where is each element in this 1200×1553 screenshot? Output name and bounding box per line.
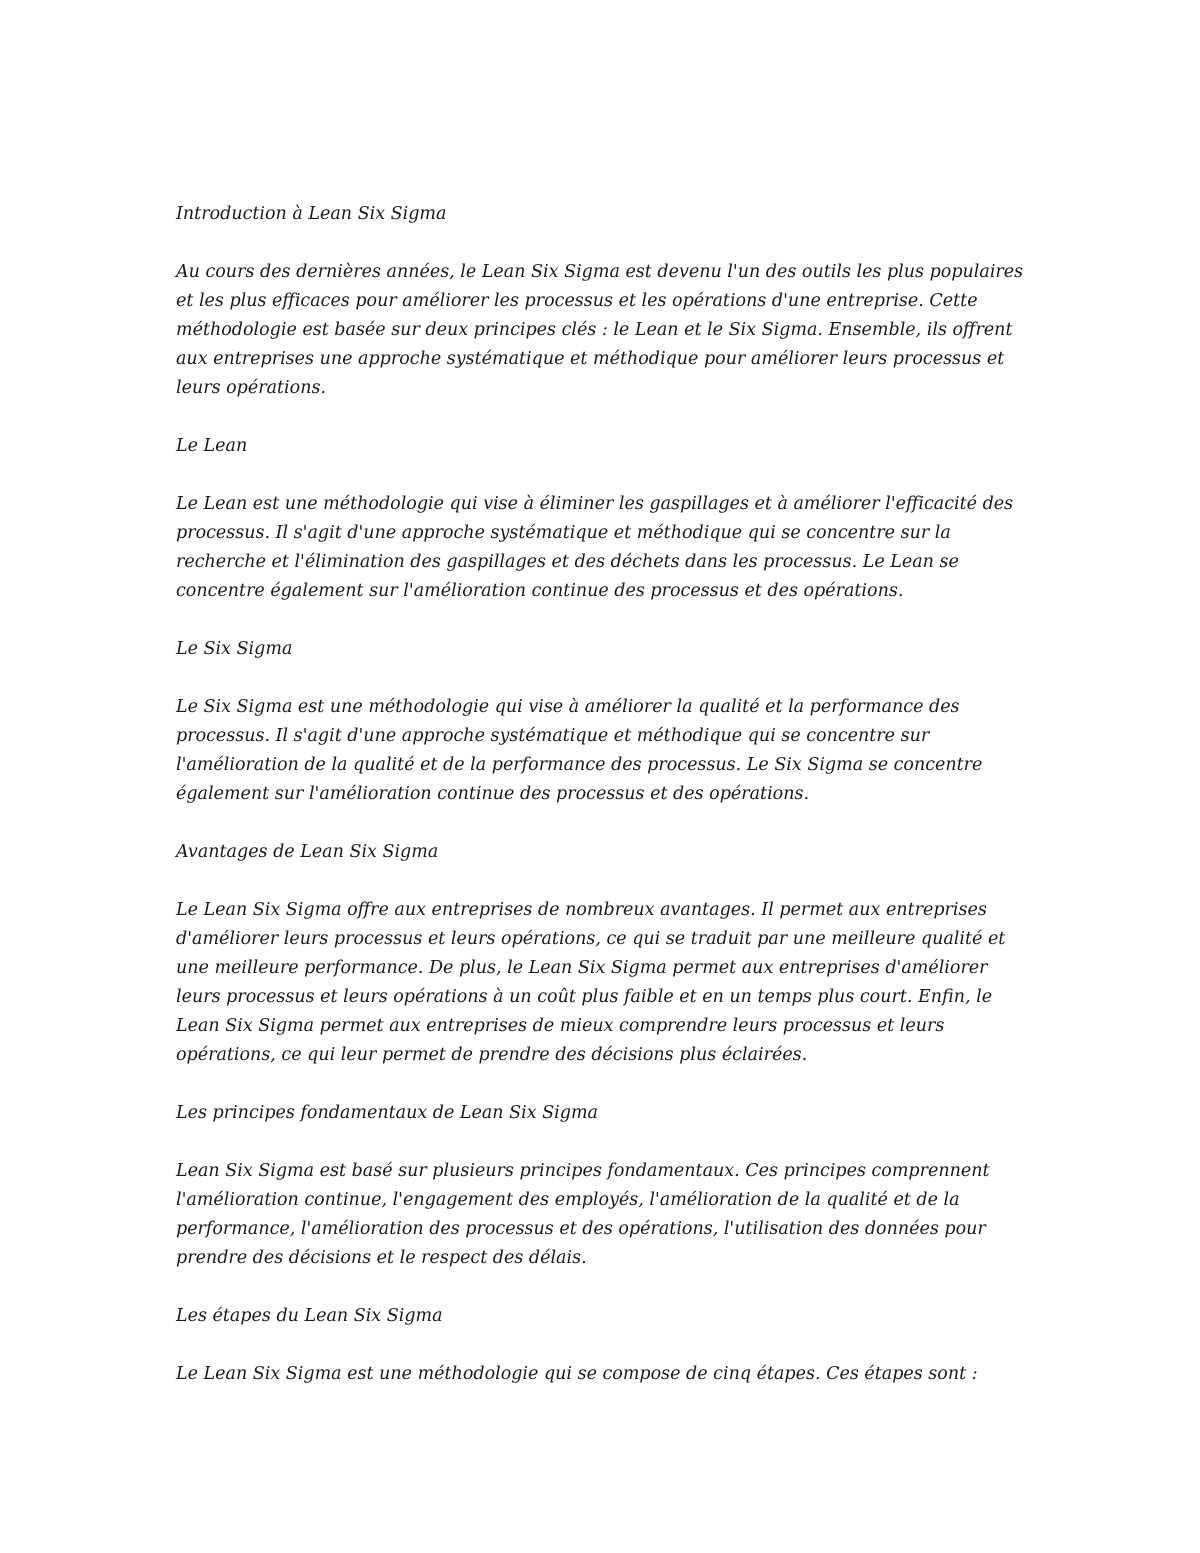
paragraph-line: prendre des décisions et le respect des délais. [176, 1248, 587, 1268]
paragraph-line: Le Lean Six Sigma est une méthodologie qui se compose de cinq étapes. Ces étapes sont : [176, 1364, 978, 1384]
paragraph-line: l'amélioration de la qualité et de la performance des processus. Le Six Sigma se concentre [176, 755, 983, 775]
section-heading [176, 200, 1016, 229]
paragraph-line: Lean Six Sigma est basé sur plusieurs principes fondamentaux. Ces principes comprennent [176, 1161, 990, 1181]
paragraph-line: Le Six Sigma est une méthodologie qui vise à améliorer la qualité et la performance des [176, 697, 960, 717]
paragraph-line: méthodologie est basée sur deux principes clés : le Lean et le Six Sigma. Ensemble, ils offrent [176, 320, 1013, 340]
section-heading [176, 838, 1016, 867]
paragraph-line: leurs opérations. [176, 378, 327, 398]
paragraph-line: opérations, ce qui leur permet de prendre des décisions plus éclairées. [176, 1045, 808, 1065]
heading-text: Introduction à Lean Six Sigma [176, 204, 447, 224]
section-heading [176, 635, 1016, 664]
paragraph-line: concentre également sur l'amélioration continue des processus et des opérations. [176, 581, 904, 601]
heading-text: Avantages de Lean Six Sigma [176, 842, 439, 862]
heading-text: Le Lean [176, 436, 248, 456]
section-heading [176, 432, 1016, 461]
paragraph [176, 258, 1024, 403]
paragraph [176, 1360, 1016, 1389]
paragraph-line: et les plus efficaces pour améliorer les processus et les opérations d'une entreprise. Cette [176, 291, 978, 311]
heading-text: Le Six Sigma [176, 639, 293, 659]
document-body [176, 200, 1024, 1389]
paragraph-line: recherche et l'élimination des gaspillages et des déchets dans les processus. Le Lean se [176, 552, 959, 572]
heading-text: Les étapes du Lean Six Sigma [176, 1306, 443, 1326]
paragraph [176, 896, 1016, 1070]
paragraph-line: Le Lean Six Sigma offre aux entreprises de nombreux avantages. Il permet aux entreprises [176, 900, 987, 920]
heading-text: Les principes fondamentaux de Lean Six Sigma [176, 1103, 598, 1123]
paragraph-line: Lean Six Sigma permet aux entreprises de mieux comprendre leurs processus et leurs [176, 1016, 945, 1036]
section-heading [176, 1302, 1016, 1331]
paragraph [176, 490, 1016, 606]
paragraph-line: processus. Il s'agit d'une approche systématique et méthodique qui se concentre sur [176, 726, 930, 746]
paragraph-line: également sur l'amélioration continue des processus et des opérations. [176, 784, 810, 804]
paragraph-line: Le Lean est une méthodologie qui vise à éliminer les gaspillages et à améliorer l'efficacité des [176, 494, 1014, 514]
paragraph-line: d'améliorer leurs processus et leurs opérations, ce qui se traduit par une meilleure qualité et [176, 929, 1006, 949]
paragraph [176, 693, 1016, 809]
section-heading [176, 1099, 1016, 1128]
paragraph-line: processus. Il s'agit d'une approche systématique et méthodique qui se concentre sur la [176, 523, 951, 543]
paragraph-line: Au cours des dernières années, le Lean Six Sigma est devenu l'un des outils les plus populaires [176, 262, 1024, 282]
paragraph-line: l'amélioration continue, l'engagement des employés, l'amélioration de la qualité et de la [176, 1190, 960, 1210]
paragraph-line: leurs processus et leurs opérations à un coût plus faible et en un temps plus court. Enfin, le [176, 987, 993, 1007]
paragraph-line: performance, l'amélioration des processus et des opérations, l'utilisation des données pour [176, 1219, 986, 1239]
paragraph-line: aux entreprises une approche systématique et méthodique pour améliorer leurs processus et [176, 349, 1005, 369]
paragraph-line: une meilleure performance. De plus, le Lean Six Sigma permet aux entreprises d'améliorer [176, 958, 988, 978]
document-page [176, 200, 1024, 1418]
paragraph [176, 1157, 1016, 1273]
